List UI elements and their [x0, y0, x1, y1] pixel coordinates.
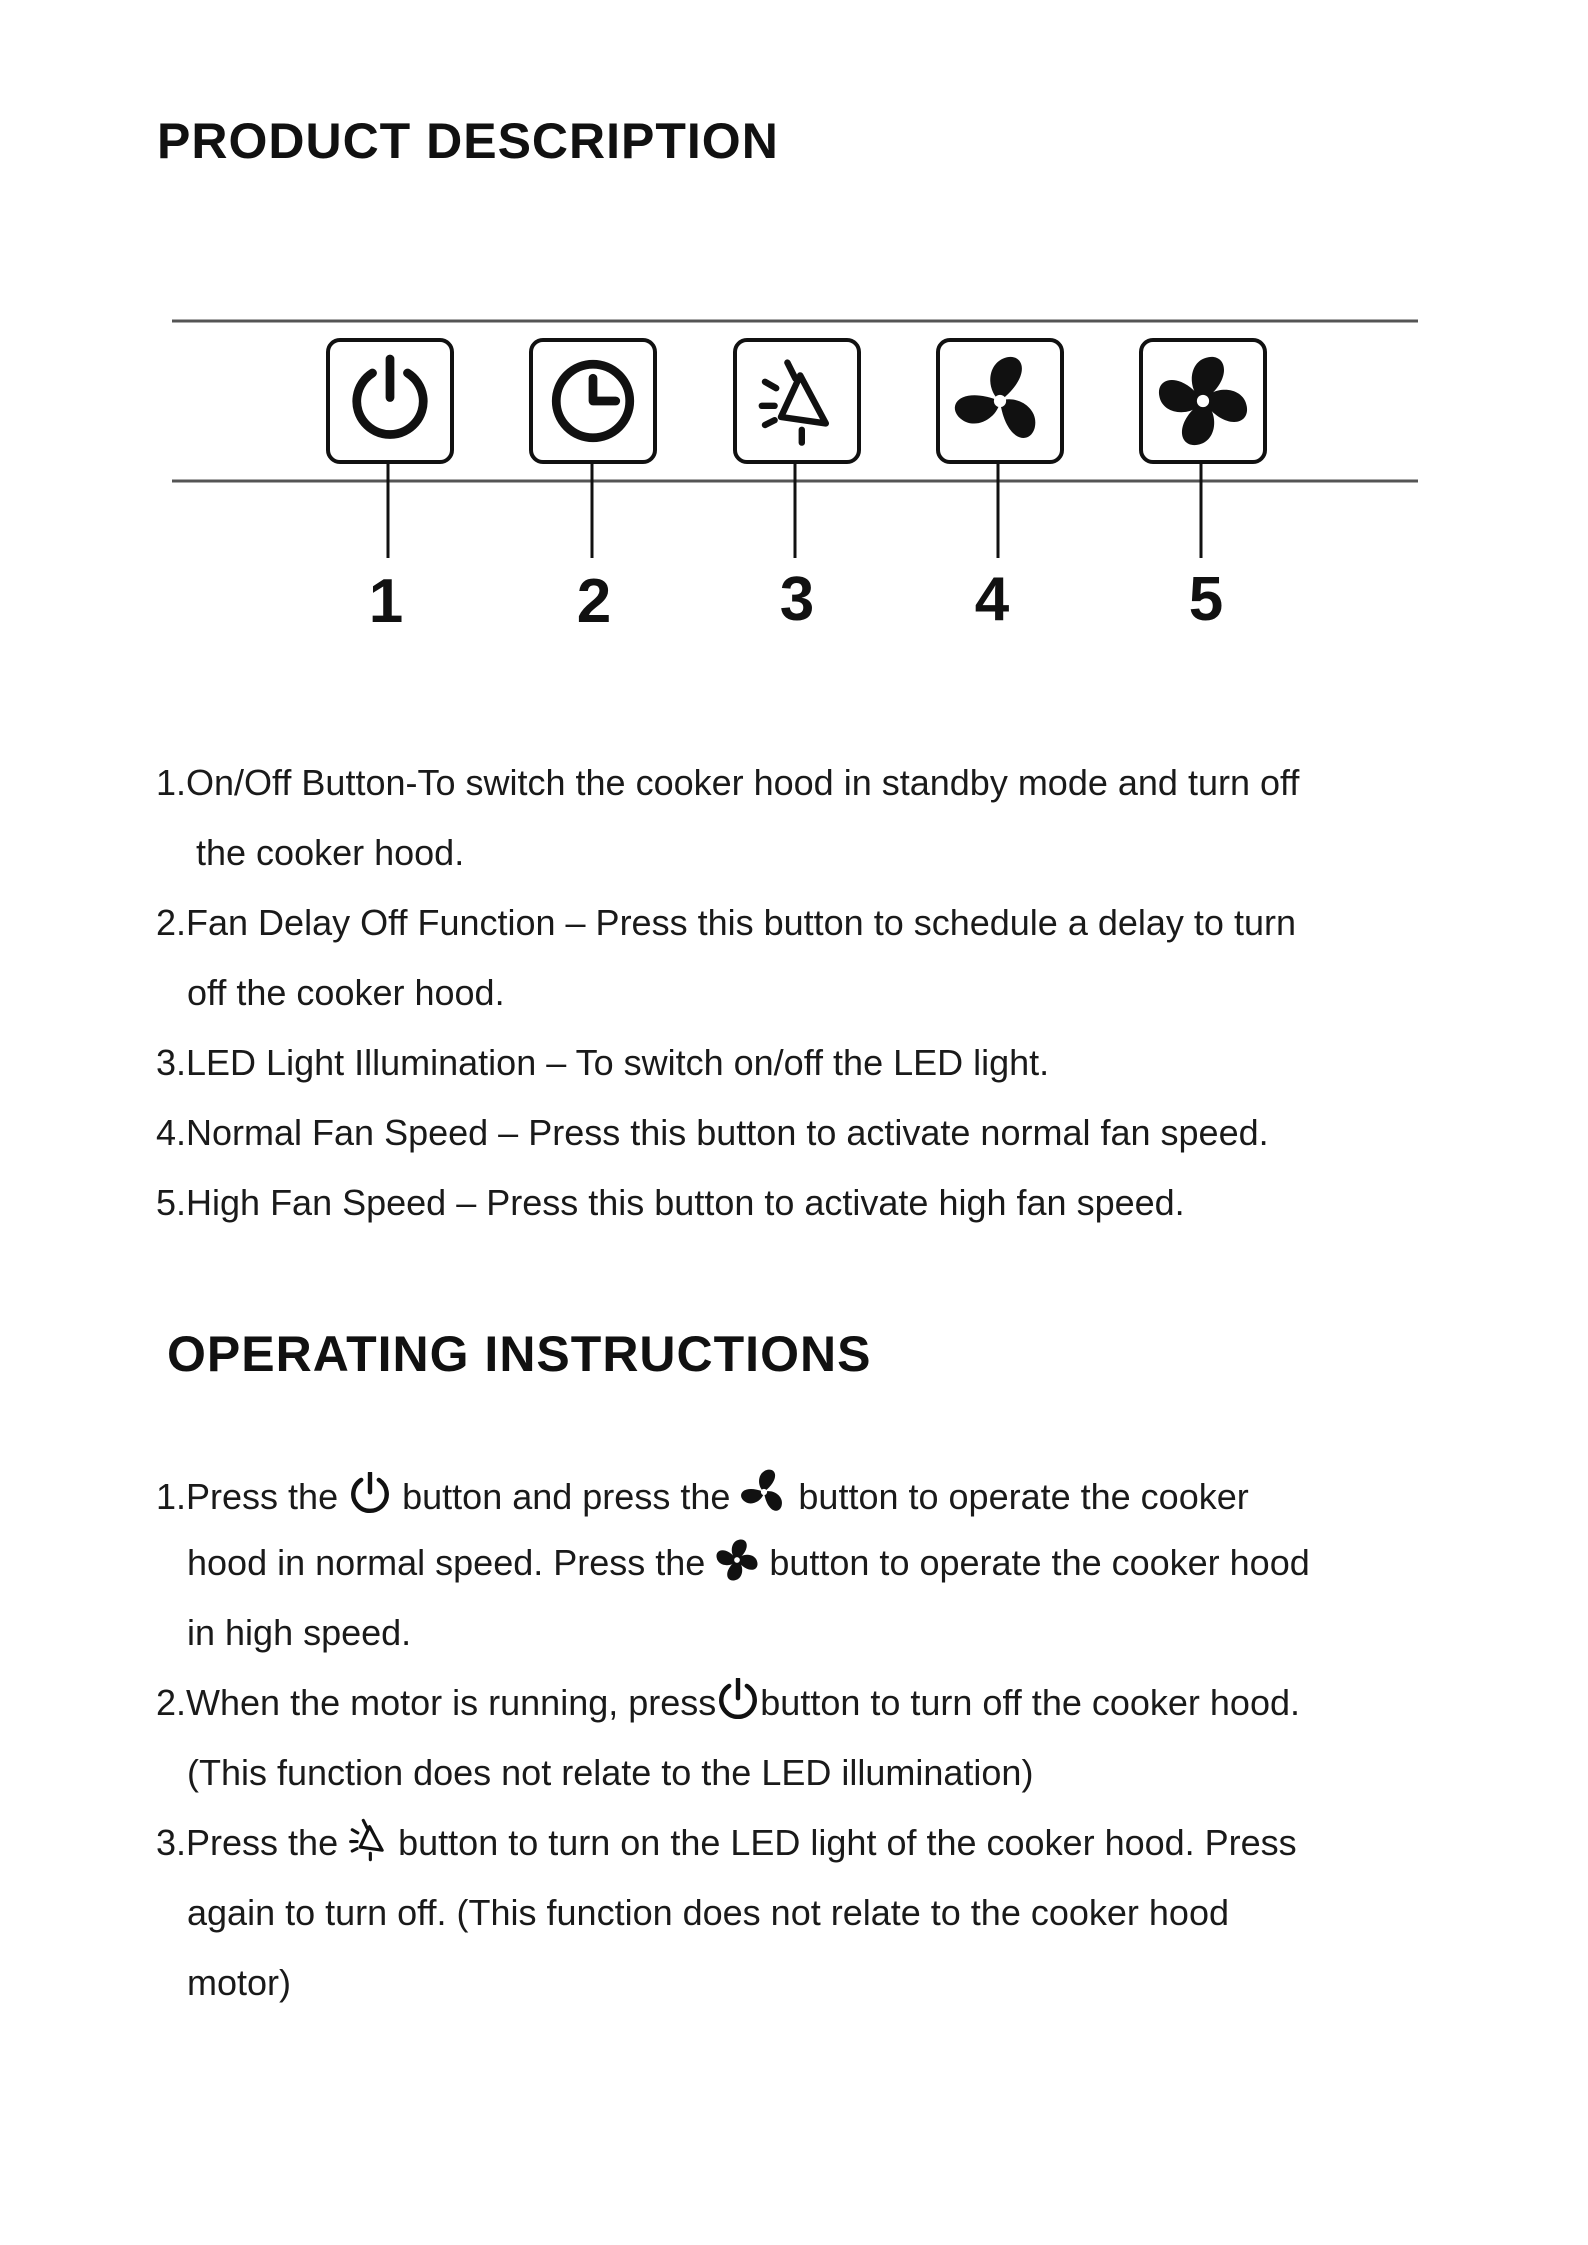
power-icon: [716, 1678, 760, 1722]
desc-item-3: 3.LED Light Illumination – To switch on/off the LED light.: [156, 1042, 1050, 1083]
op-item-3-line-3: motor): [187, 1962, 292, 2003]
op-item-1-line-2: hood in normal speed. Press the button to operate the cooker hood: [187, 1538, 1310, 1588]
op-item-2-line-2: (This function does not relate to the LED illumination): [187, 1752, 1034, 1793]
op-item-3-line-2: again to turn off. (This function does not relate to the cooker hood: [187, 1892, 1229, 1933]
desc-item-5: 5.High Fan Speed – Press this button to activate high fan speed.: [156, 1182, 1185, 1223]
op-item-3-line-1: 3.Press the button to turn on the LED light of the cooker hood. Press: [156, 1818, 1297, 1868]
desc-item-2-line-1: 2.Fan Delay Off Function – Press this button to schedule a delay to turn: [156, 902, 1296, 943]
product-description-heading: PRODUCT DESCRIPTION: [157, 113, 779, 169]
panel-label-5: 5: [1188, 565, 1224, 634]
desc-item-2-line-2: off the cooker hood.: [187, 972, 505, 1013]
op-item-2-line-1: 2.When the motor is running, press button to turn off the cooker hood.: [156, 1678, 1300, 1728]
desc-item-1-line-2: the cooker hood.: [196, 832, 465, 873]
panel-button-5[interactable]: [1141, 340, 1265, 558]
panel-label-1: 1: [368, 567, 404, 636]
normal-fan-icon: [740, 1468, 788, 1516]
high-fan-icon: [715, 1538, 759, 1582]
panel-button-2[interactable]: [531, 340, 655, 558]
panel-label-3: 3: [779, 565, 815, 634]
desc-item-4: 4.Normal Fan Speed – Press this button to activate normal fan speed.: [156, 1112, 1269, 1153]
desc-item-1-line-1: 1.On/Off Button-To switch the cooker hood in standby mode and turn off: [156, 762, 1300, 803]
panel-button-1[interactable]: [328, 340, 452, 558]
power-icon: [348, 1472, 392, 1516]
panel-label-4: 4: [974, 565, 1010, 634]
op-item-1-line-3: in high speed.: [187, 1612, 412, 1653]
panel-label-2: 2: [576, 567, 612, 636]
operating-instructions-heading: OPERATING INSTRUCTIONS: [167, 1326, 872, 1382]
led-light-icon: [348, 1818, 388, 1862]
panel-button-3[interactable]: [735, 340, 859, 558]
panel-button-4[interactable]: [938, 340, 1062, 558]
op-item-1-line-1: 1.Press the button and press the button to operate the cooker: [156, 1468, 1249, 1522]
control-panel-diagram: [0, 0, 1588, 700]
